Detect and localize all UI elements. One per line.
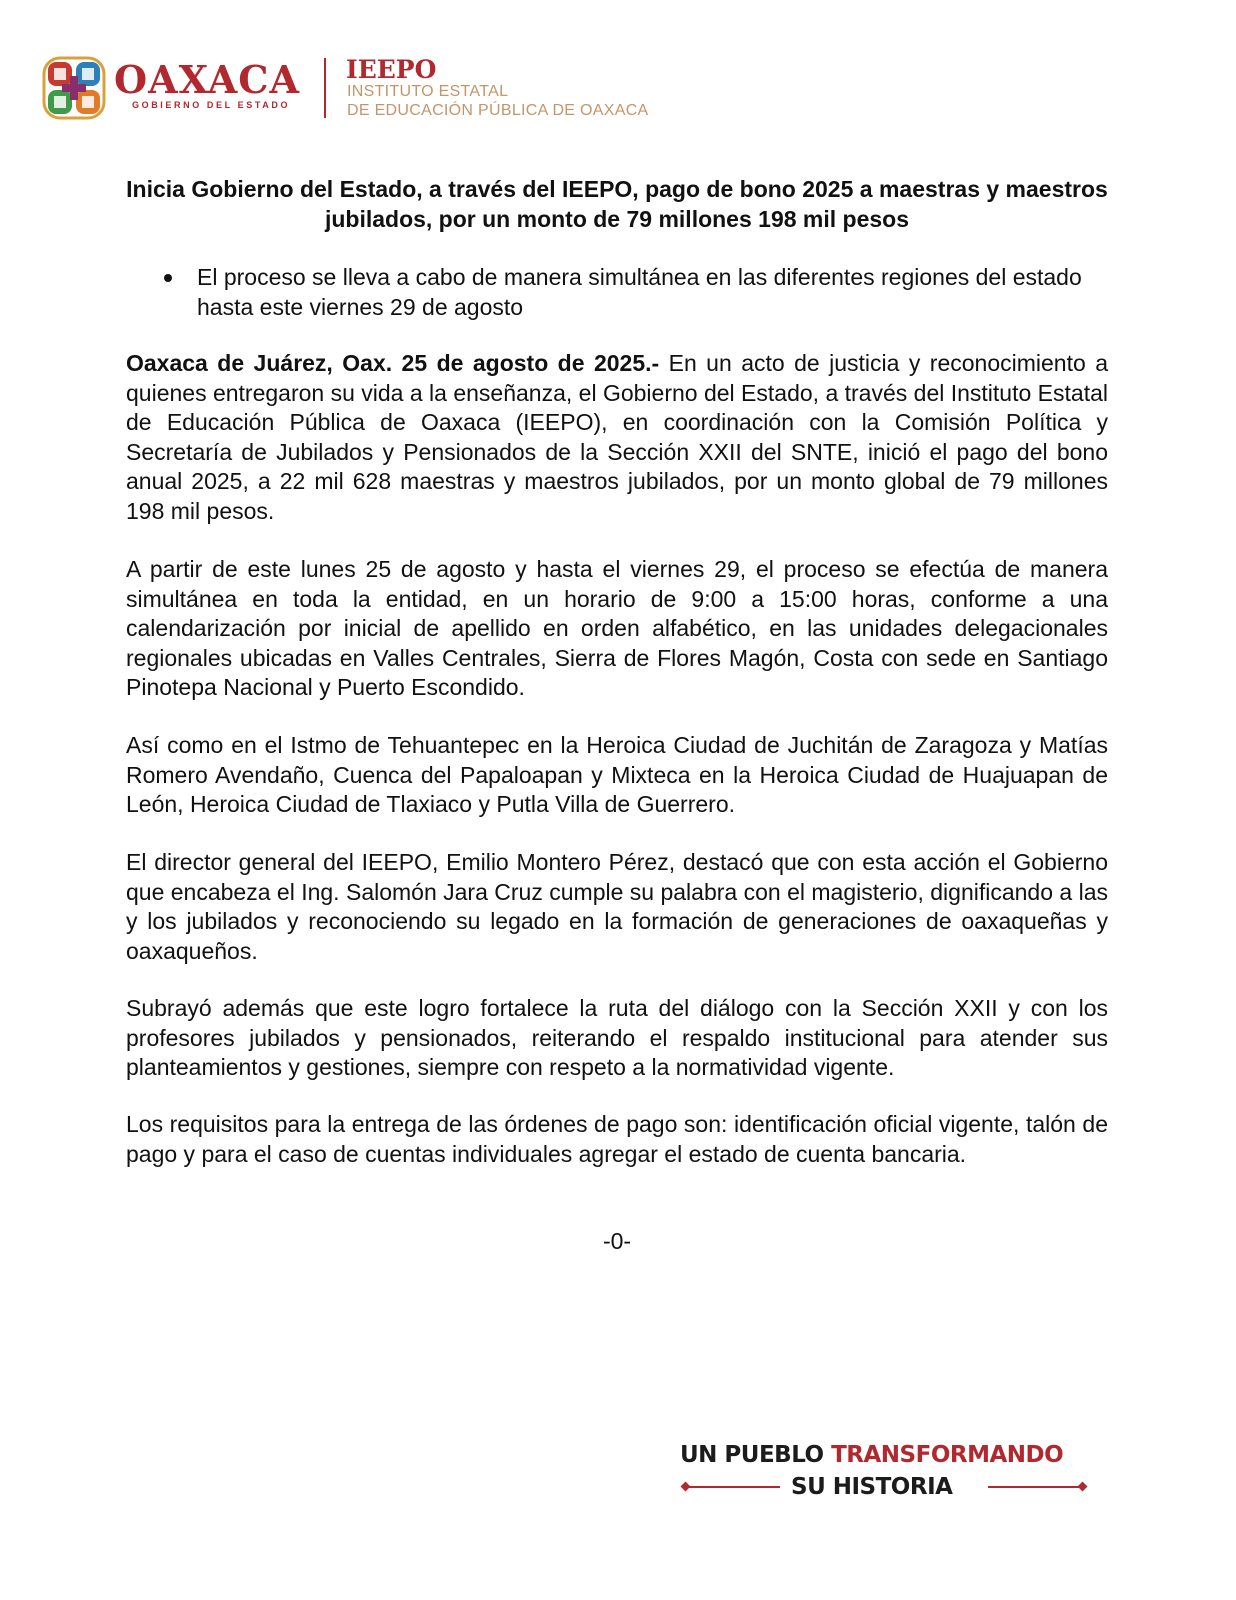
closing-mark: -0- (602, 1228, 632, 1254)
slogan-line-2: SU HISTORIA (791, 1474, 953, 1500)
slogan-rule-right (988, 1486, 1082, 1488)
paragraph-3: Así como en el Istmo de Tehuantepec en la Heroica Ciudad de Juchitán de Zaragoza y Matías Romero Avendaño, Cuenca del Papaloapan y Mixteca en la Heroica Ciudad de Huajuapan de León, Heroica Ciudad de Tlaxiaco y Putla Villa de Guerrero. (126, 732, 1108, 817)
summary-bullet-text: El proceso se lleva a cabo de manera simultánea en las diferentes regiones del estado hasta este viernes 29 de agosto (197, 264, 1082, 320)
institute-name-line2: DE EDUCACIÓN PÚBLICA DE OAXACA (347, 102, 649, 119)
paragraph-2: A partir de este lunes 25 de agosto y hasta el viernes 29, el proceso se efectúa de manera simultánea en toda la entidad, en un horario de 9:00 a 15:00 horas, conforme a una calendarización por inicial de apellido en orden alfabético, en las unidades delegacionales regionales ubicadas en Valles Centrales, Sierra de Flores Magón, Costa con sede en Santiago Pinotepa Nacional y Puerto Escondido. (126, 556, 1108, 700)
slogan-part-2: TRANSFORMANDO (831, 1442, 1064, 1468)
document-header (42, 56, 682, 126)
paragraph-6: Los requisitos para la entrega de las órdenes de pago son: identificación oficial vigente, talón de pago y para el caso de cuentas individuales agregar el estado de cuenta bancaria. (126, 1111, 1108, 1167)
summary-bullet (126, 262, 1108, 322)
paragraph-1-body: En un acto de justicia y reconocimiento a quienes entregaron su vida a la enseñanza, el Gobierno del Estado, a través del Instituto Estatal de Educación Pública de Oaxaca (IEEPO), en coordinación con la Comisión Política y Secretaría de Jubilados y Pensionados de la Sección XXII del SNTE, inició el pago del bono anual 2025, a 22 mil 628 maestras y maestros jubilados, por un monto global de 79 millones 198 mil pesos. (126, 350, 1108, 524)
state-logo-subtitle: GOBIERNO DEL ESTADO (132, 100, 291, 110)
press-release-title: Inicia Gobierno del Estado, a través del IEEPO, pago de bono 2025 a maestras y maestros jubilados, por un monto de 79 millones 198 mil pesos (126, 176, 1108, 232)
bullet-icon (164, 274, 172, 282)
paragraph-dateline (126, 349, 1108, 526)
institute-name-line1: INSTITUTO ESTATAL (347, 83, 509, 100)
dateline: Oaxaca de Juárez, Oax. 25 de agosto de 2025.- (126, 350, 660, 376)
state-logo-wordmark: OAXACA (114, 57, 300, 102)
slogan-line-1 (680, 1440, 1063, 1470)
paragraph-4: El director general del IEEPO, Emilio Montero Pérez, destacó que con esta acción el Gobierno que encabeza el Ing. Salomón Jara Cruz cumple su palabra con el magisterio, dignificando a las y los jubilados y reconociendo su legado en la formación de generaciones de oaxaqueñas y oaxaqueños. (126, 849, 1108, 964)
footer-slogan (676, 1440, 1096, 1510)
slogan-diamond-right-icon (1078, 1482, 1088, 1492)
paragraph-5: Subrayó además que este logro fortalece la ruta del diálogo con la Sección XXII y con los profesores jubilados y pensionados, reiterando el respaldo institucional para atender sus planteamientos y gestiones, siempre con respeto a la normatividad vigente. (126, 995, 1108, 1080)
slogan-part-1: UN PUEBLO (680, 1442, 832, 1468)
header-divider (324, 58, 326, 118)
institute-acronym: IEEPO (346, 55, 437, 84)
oaxaca-emblem-icon (42, 56, 106, 120)
slogan-rule-left (686, 1486, 780, 1488)
